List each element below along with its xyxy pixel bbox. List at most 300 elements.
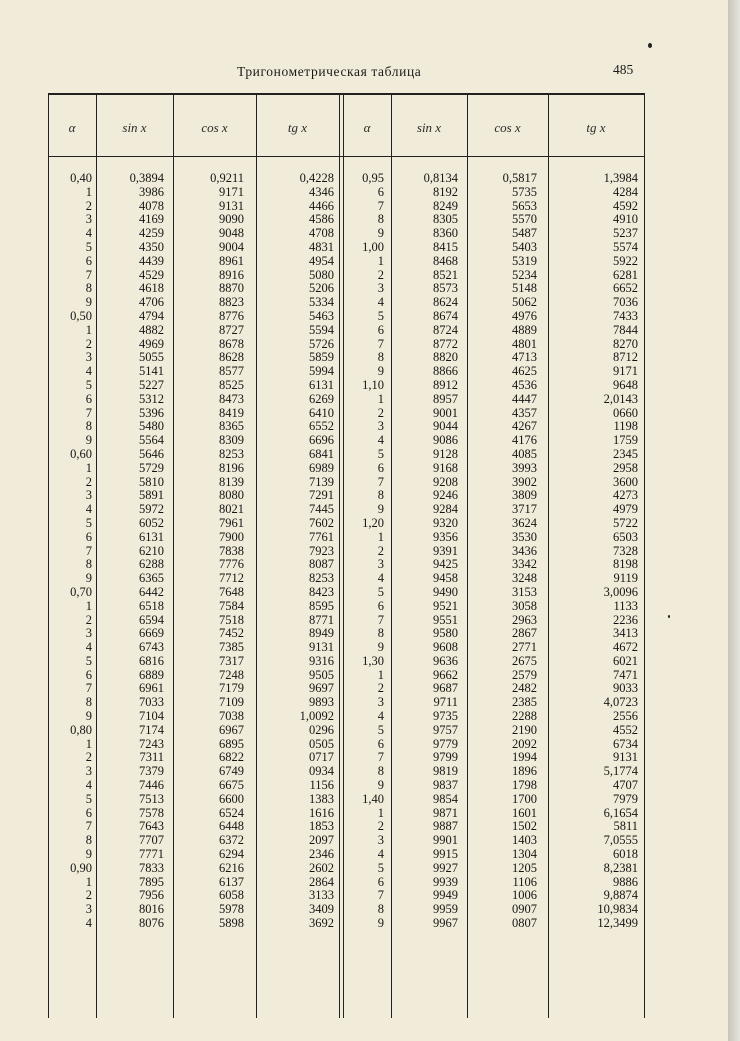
table-cell: 3 — [85, 488, 92, 503]
table-cell: 5972 — [139, 502, 164, 517]
table-cell: 3058 — [512, 598, 537, 613]
table-cell: 7311 — [139, 750, 164, 765]
tg-column-left — [260, 172, 334, 931]
header-tg-left: tg x — [287, 120, 308, 135]
table-cell: 1700 — [512, 791, 537, 806]
table-cell: 6216 — [219, 860, 244, 875]
table-cell: 6743 — [139, 640, 164, 655]
table-cell: 9284 — [433, 502, 458, 517]
table-cell: 10,9834 — [597, 902, 638, 917]
table-cell: 6 — [85, 805, 92, 820]
table-cell: 9171 — [219, 184, 244, 199]
table-cell: 4267 — [512, 419, 537, 434]
table-cell: 5237 — [613, 226, 638, 241]
table-cell: 4707 — [613, 778, 638, 793]
table-cell: 4831 — [309, 239, 334, 254]
table-cell: 9949 — [433, 888, 458, 903]
table-cell: 3 — [377, 695, 384, 710]
table-cell: 4 — [85, 502, 92, 517]
table-cell: 1 — [85, 322, 92, 337]
table-cell: 5062 — [512, 295, 537, 310]
table-cell: 1616 — [309, 805, 334, 820]
table-cell: 2092 — [512, 736, 537, 751]
sin-column-right — [395, 172, 458, 931]
table-cell: 9735 — [433, 709, 458, 724]
table-cell: 2345 — [613, 446, 638, 461]
header-alpha-right: α — [363, 120, 371, 135]
table-cell: 8 — [85, 281, 92, 296]
table-cell: 3902 — [512, 474, 537, 489]
column-rule — [173, 94, 174, 1018]
table-cell: 8139 — [219, 474, 244, 489]
table-cell: 4169 — [139, 212, 164, 227]
table-cell: 8365 — [219, 419, 244, 434]
table-cell: 4529 — [139, 267, 164, 282]
table-cell: 2864 — [309, 874, 334, 889]
table-cell: 6448 — [219, 819, 244, 834]
table-cell: 5922 — [613, 253, 638, 268]
table-cell: 9208 — [433, 474, 458, 489]
table-cell: 8870 — [219, 281, 244, 296]
table-cell: 4954 — [309, 253, 334, 268]
table-cell: 4346 — [309, 184, 334, 199]
table-cell: 7452 — [219, 626, 244, 641]
table-cell: 7379 — [139, 764, 164, 779]
table-cell: 7445 — [309, 502, 334, 517]
table-cell: 2346 — [309, 847, 334, 862]
table-cell: 7833 — [139, 860, 164, 875]
table-cell: 8866 — [433, 364, 458, 379]
column-rule — [339, 94, 340, 1018]
table-cell: 7033 — [139, 695, 164, 710]
table-cell: 9799 — [433, 750, 458, 765]
table-cell: 9854 — [433, 791, 458, 806]
table-cell: 5994 — [309, 364, 334, 379]
table-cell: 9648 — [613, 377, 638, 392]
table-cell: 8595 — [309, 598, 334, 613]
table-cell: 7174 — [139, 722, 164, 737]
sin-column-left — [100, 172, 164, 931]
table-cell: 9967 — [433, 916, 458, 931]
table-cell: 1,30 — [362, 653, 384, 668]
table-cell: 9048 — [219, 226, 244, 241]
table-cell: 9521 — [433, 598, 458, 613]
table-cell: 6961 — [139, 681, 164, 696]
table-cell: 9356 — [433, 529, 458, 544]
table-cell: 8 — [377, 488, 384, 503]
table-cell: 8820 — [433, 350, 458, 365]
table-cell: 8776 — [219, 308, 244, 323]
table-cell: 3436 — [512, 543, 537, 558]
table-cell: 9 — [85, 709, 92, 724]
table-cell: 3 — [85, 902, 92, 917]
table-cell: 1,0092 — [299, 709, 334, 724]
table-cell: 9837 — [433, 778, 458, 793]
table-cell: 4706 — [139, 295, 164, 310]
table-cell: 2602 — [309, 860, 334, 875]
table-cell: 1 — [85, 874, 92, 889]
table-cell: 5227 — [139, 377, 164, 392]
table-cell: 1759 — [613, 433, 638, 448]
alpha-column-left — [52, 172, 92, 931]
table-cell: 1 — [85, 598, 92, 613]
table-cell: 6889 — [139, 667, 164, 682]
table-cell: 9 — [377, 916, 384, 931]
table-cell: 8076 — [139, 916, 164, 931]
table-cell: 5206 — [309, 281, 334, 296]
table-cell: 9128 — [433, 446, 458, 461]
table-cell: 8 — [85, 419, 92, 434]
table-cell: 7584 — [219, 598, 244, 613]
table-cell: 6288 — [139, 557, 164, 572]
table-cell: 7761 — [309, 529, 334, 544]
table-cell: 6021 — [613, 653, 638, 668]
table-cell: 4 — [377, 433, 384, 448]
table-cell: 7 — [85, 543, 92, 558]
table-cell: 4586 — [309, 212, 334, 227]
table-cell: 3248 — [512, 571, 537, 586]
table-cell: 0717 — [309, 750, 334, 765]
table-cell: 6816 — [139, 653, 164, 668]
table-cell: 3 — [85, 626, 92, 641]
running-title: Тригонометрическая таблица — [237, 64, 422, 79]
table-cell: 4969 — [139, 336, 164, 351]
table-cell: 2 — [377, 543, 384, 558]
table-cell: 7602 — [309, 515, 334, 530]
table-cell: 3 — [377, 419, 384, 434]
table-cell: 0660 — [613, 405, 638, 420]
table-cell: 4552 — [613, 722, 638, 737]
table-cell: 5334 — [309, 295, 334, 310]
table-cell: 4592 — [613, 198, 638, 213]
header-sin-right: sin x — [416, 120, 442, 135]
table-cell: 5 — [85, 239, 92, 254]
table-cell: 2190 — [512, 722, 537, 737]
header-sin-left: sin x — [122, 120, 147, 135]
table-cell: 6269 — [309, 391, 334, 406]
table-cell: 2 — [85, 750, 92, 765]
table-cell: 8771 — [309, 612, 334, 627]
table-cell: 2771 — [512, 640, 537, 655]
table-cell: 0,60 — [70, 446, 92, 461]
table-cell: 7961 — [219, 515, 244, 530]
alpha-column-right — [343, 172, 384, 931]
table-cell: 5898 — [219, 916, 244, 931]
table-cell: 7900 — [219, 529, 244, 544]
table-cell: 6018 — [613, 847, 638, 862]
table-cell: 8 — [85, 695, 92, 710]
table-cell: 8624 — [433, 295, 458, 310]
table-cell: 0296 — [309, 722, 334, 737]
table-cell: 9893 — [309, 695, 334, 710]
column-rule — [96, 94, 97, 1018]
table-cell: 9391 — [433, 543, 458, 558]
table-cell: 7 — [377, 750, 384, 765]
table-cell: 7109 — [219, 695, 244, 710]
table-cell: 4 — [377, 847, 384, 862]
table-cell: 2 — [377, 681, 384, 696]
table-cell: 5653 — [512, 198, 537, 213]
table-cell: 6552 — [309, 419, 334, 434]
table-cell: 3 — [377, 557, 384, 572]
table-cell: 6365 — [139, 571, 164, 586]
table-cell: 6 — [85, 253, 92, 268]
table-cell: 5 — [85, 515, 92, 530]
table-cell: 2675 — [512, 653, 537, 668]
table-cell: 4447 — [512, 391, 537, 406]
table-cell: 5729 — [139, 460, 164, 475]
table-cell: 8305 — [433, 212, 458, 227]
table-cell: 1601 — [512, 805, 537, 820]
table-cell: 6989 — [309, 460, 334, 475]
table-cell: 2579 — [512, 667, 537, 682]
table-cell: 1 — [377, 253, 384, 268]
table-cell: 5811 — [613, 819, 638, 834]
tg-column-right — [552, 172, 638, 931]
table-cell: 8253 — [309, 571, 334, 586]
table-cell: 9490 — [433, 584, 458, 599]
table-cell: 5810 — [139, 474, 164, 489]
table-cell: 2 — [377, 267, 384, 282]
scan-edge-shadow — [728, 0, 740, 1041]
table-cell: 7317 — [219, 653, 244, 668]
table-cell: 0,50 — [70, 308, 92, 323]
table-cell: 5403 — [512, 239, 537, 254]
table-cell: 9,8874 — [603, 888, 638, 903]
table-cell: 4672 — [613, 640, 638, 655]
table-cell: 6524 — [219, 805, 244, 820]
table-cell: 1006 — [512, 888, 537, 903]
table-cell: 1383 — [309, 791, 334, 806]
table-cell: 2963 — [512, 612, 537, 627]
table-cell: 9 — [85, 847, 92, 862]
table-cell: 5312 — [139, 391, 164, 406]
table-cell: 9697 — [309, 681, 334, 696]
table-cell: 1 — [85, 184, 92, 199]
table-cell: 2236 — [613, 612, 638, 627]
table-cell: 0934 — [309, 764, 334, 779]
table-cell: 9090 — [219, 212, 244, 227]
table-cell: 6518 — [139, 598, 164, 613]
table-cell: 6 — [85, 391, 92, 406]
table-cell: 4 — [85, 226, 92, 241]
table-cell: 4910 — [613, 212, 638, 227]
table-cell: 1,10 — [362, 377, 384, 392]
table-cell: 9 — [377, 364, 384, 379]
table-cell: 1 — [85, 736, 92, 751]
table-cell: 0,5817 — [502, 171, 537, 185]
table-cell: 1 — [377, 805, 384, 820]
table-cell: 5 — [85, 653, 92, 668]
table-cell: 3 — [377, 281, 384, 296]
table-cell: 2 — [377, 405, 384, 420]
table-cell: 3153 — [512, 584, 537, 599]
table-cell: 5319 — [512, 253, 537, 268]
table-cell: 5 — [377, 860, 384, 875]
table-cell: 1205 — [512, 860, 537, 875]
table-cell: 3413 — [613, 626, 638, 641]
table-cell: 5726 — [309, 336, 334, 351]
table-cell: 5396 — [139, 405, 164, 420]
table-cell: 6294 — [219, 847, 244, 862]
table-cell: 9927 — [433, 860, 458, 875]
table-cell: 3692 — [309, 916, 334, 931]
table-cell: 5859 — [309, 350, 334, 365]
table-cell: 3 — [85, 212, 92, 227]
table-cell: 4794 — [139, 308, 164, 323]
table-cell: 0,9211 — [210, 171, 244, 185]
table-cell: 0,40 — [70, 171, 92, 185]
table-cell: 7385 — [219, 640, 244, 655]
table-cell: 6372 — [219, 833, 244, 848]
table-cell: 2 — [85, 612, 92, 627]
table-cell: 1106 — [512, 874, 537, 889]
table-cell: 7712 — [219, 571, 244, 586]
table-cell: 4889 — [512, 322, 537, 337]
table-cell: 5722 — [613, 515, 638, 530]
table-cell: 8423 — [309, 584, 334, 599]
table-cell: 5978 — [219, 902, 244, 917]
table-cell: 9662 — [433, 667, 458, 682]
table-cell: 3993 — [512, 460, 537, 475]
table-cell: 6967 — [219, 722, 244, 737]
header-cos-right: cos x — [494, 120, 521, 135]
table-cell: 7838 — [219, 543, 244, 558]
table-cell: 9171 — [613, 364, 638, 379]
table-cell: 7 — [85, 405, 92, 420]
table-cell: 7578 — [139, 805, 164, 820]
table-cell: 4466 — [309, 198, 334, 213]
table-cell: 1,40 — [362, 791, 384, 806]
table-cell: 5891 — [139, 488, 164, 503]
table-cell: 6749 — [219, 764, 244, 779]
table-cell: 6669 — [139, 626, 164, 641]
table-cell: 7 — [85, 681, 92, 696]
table-cell: 8 — [85, 557, 92, 572]
table-cell: 3809 — [512, 488, 537, 503]
table-cell: 9 — [377, 502, 384, 517]
table-cell: 6503 — [613, 529, 638, 544]
table-cell: 6 — [85, 529, 92, 544]
table-cell: 8473 — [219, 391, 244, 406]
table-cell: 5487 — [512, 226, 537, 241]
table-cell: 7179 — [219, 681, 244, 696]
table-cell: 6822 — [219, 750, 244, 765]
table-cell: 9131 — [219, 198, 244, 213]
table-cell: 5234 — [512, 267, 537, 282]
table-cell: 0,80 — [70, 722, 92, 737]
table-cell: 1198 — [613, 419, 638, 434]
table-cell: 6410 — [309, 405, 334, 420]
table-top-rule — [48, 93, 645, 95]
table-cell: 6600 — [219, 791, 244, 806]
cos-column-right — [471, 172, 537, 931]
table-cell: 2867 — [512, 626, 537, 641]
table-cell: 9131 — [613, 750, 638, 765]
table-cell: 6 — [377, 460, 384, 475]
table-cell: 5141 — [139, 364, 164, 379]
table-cell: 1403 — [512, 833, 537, 848]
table-cell: 4618 — [139, 281, 164, 296]
table-cell: 6281 — [613, 267, 638, 282]
table-cell: 8823 — [219, 295, 244, 310]
table-cell: 8253 — [219, 446, 244, 461]
table-cell: 9086 — [433, 433, 458, 448]
table-cell: 6594 — [139, 612, 164, 627]
table-cell: 6058 — [219, 888, 244, 903]
table-cell: 5055 — [139, 350, 164, 365]
table-cell: 9316 — [309, 653, 334, 668]
table-cell: 2 — [85, 888, 92, 903]
table-cell: 7433 — [613, 308, 638, 323]
table-cell: 9871 — [433, 805, 458, 820]
table-cell: 1,3984 — [603, 171, 638, 185]
table-cell: 8577 — [219, 364, 244, 379]
table-cell: 9886 — [613, 874, 638, 889]
table-cell: 4 — [85, 916, 92, 931]
table-cell: 6131 — [139, 529, 164, 544]
table-cell: 9 — [377, 640, 384, 655]
table-cell: 7 — [377, 198, 384, 213]
table-cell: 9711 — [433, 695, 458, 710]
table-cell: 8270 — [613, 336, 638, 351]
table-cell: 6 — [85, 667, 92, 682]
ink-speck — [668, 615, 670, 618]
table-cell: 5 — [85, 791, 92, 806]
table-cell: 8772 — [433, 336, 458, 351]
table-cell: 9636 — [433, 653, 458, 668]
table-cell: 9033 — [613, 681, 638, 696]
table-cell: 4,0723 — [603, 695, 638, 710]
table-cell: 8 — [377, 626, 384, 641]
table-cell: 5735 — [512, 184, 537, 199]
table-cell: 8 — [377, 350, 384, 365]
table-cell: 0,4228 — [299, 171, 334, 185]
table-cell: 9 — [85, 433, 92, 448]
table-cell: 9119 — [613, 571, 638, 586]
table-cell: 4 — [377, 709, 384, 724]
table-cell: 4708 — [309, 226, 334, 241]
table-cell: 4976 — [512, 308, 537, 323]
table-cell: 6 — [377, 874, 384, 889]
table-cell: 1 — [377, 667, 384, 682]
table-cell: 3,0096 — [603, 584, 638, 599]
table-cell: 7104 — [139, 709, 164, 724]
table-cell: 9044 — [433, 419, 458, 434]
table-cell: 1502 — [512, 819, 537, 834]
table-cell: 6734 — [613, 736, 638, 751]
table-cell: 0907 — [512, 902, 537, 917]
column-rule — [48, 94, 49, 1018]
table-cell: 3600 — [613, 474, 638, 489]
table-cell: 5 — [85, 377, 92, 392]
table-cell: 4 — [85, 778, 92, 793]
cos-column-left — [178, 172, 244, 931]
table-cell: 9551 — [433, 612, 458, 627]
table-cell: 7923 — [309, 543, 334, 558]
table-cell: 2 — [85, 474, 92, 489]
table-cell: 7139 — [309, 474, 334, 489]
table-cell: 6841 — [309, 446, 334, 461]
table-cell: 2,0143 — [603, 391, 638, 406]
table-cell: 3 — [85, 764, 92, 779]
column-rule — [256, 94, 257, 1018]
table-cell: 6895 — [219, 736, 244, 751]
table-cell: 8 — [85, 833, 92, 848]
table-cell: 1798 — [512, 778, 537, 793]
table-cell: 9 — [85, 571, 92, 586]
table-cell: 7643 — [139, 819, 164, 834]
